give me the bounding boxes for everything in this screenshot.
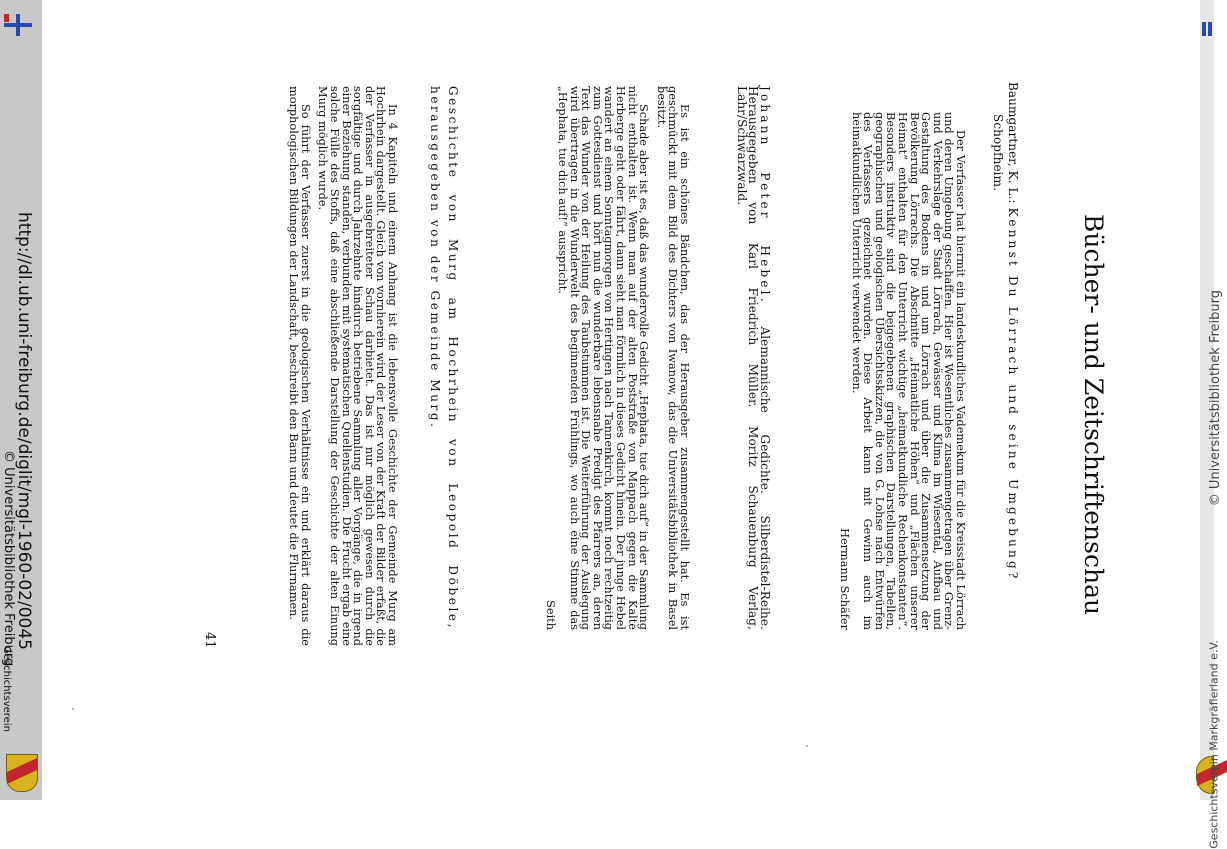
permalink-url[interactable]: http://dl.ub.uni-freiburg.de/diglit/mgl-1960-02/0045: [14, 212, 34, 650]
page-title: Bücher- und Zeitschriftenschau: [1079, 214, 1108, 616]
mirrored-society-name: Geschichtsverein Markgräflerland e.V.: [1208, 640, 1221, 849]
entry-3-heading: [426, 86, 462, 630]
entry-1-title: Kennst Du Lörrach und seine Umgebung?: [1006, 207, 1020, 582]
entry-2-paragraph-2: Schade aber ist es, daß das wundervolle Gedicht „Hephata, tue dich auf“ in der Sammlung nicht enthalten ist. Wenn man auf der alten Poststraße von Mappach gegen die Kalte Herberge geht oder fährt, dann sieht man förmlich in dieses Gedicht hinein. Der junge Hebel wandert an einem Sonntagmorgen von Hertingen nach Tannenkirch, kommt noch rechtzeitig zum Gottesdienst und hört nun die wunderbare lebensnahe Predigt des Pfarrers an, deren Text das Wunder von der Heilung des Taubstummen ist. Die Weiterführung der Auslegung wird übertragen in die Wunderwelt des beginnenden Frühlings, wo auch eine Stimme das „Hephata, tue dich auf!“ ausspricht.: [556, 86, 651, 630]
society-crest-icon: [6, 754, 38, 792]
entry-1-author: Baumgartner, K. L.:: [1006, 82, 1020, 204]
mirrored-copyright-notice: © Universitätsbibliothek Freiburg: [1208, 290, 1223, 507]
society-name: Geschichtsverein: [1, 646, 12, 732]
entry-1-signature: Hermann Schäfer: [838, 528, 852, 630]
copyright-notice: © Universitätsbibliothek Freiburg: [1, 450, 16, 667]
entry-1-publisher: Schopfheim.: [991, 114, 1005, 191]
scan-speck: [72, 708, 74, 710]
entry-3-paragraph-1: In 4 Kapiteln und einem Anhang ist die lebensvolle Geschichte der Gemeinde Murg am Hochrhein dargestellt. Gleich von vornherein wird der Leser von der Kraft der Bilder erfaßt, die der Verfasser in ausgebreiteter Schau darbietet. Das ist nur möglich gewesen durch die sorgfältige und durch Jahrzehnte hindurch betriebene Sammlung aller Vorgänge, die in irgend einer Beziehung standen, verbunden mit systematischen Quellenstudien. Die Frucht ergab eine solche Fülle des Stoffs, daß eine abschließende Darstellung der Geschichte der alten Einung Murg möglich wurde.: [316, 86, 399, 646]
entry-2-signature: Seith: [544, 600, 558, 630]
entry-2-title: Alemannische Gedichte. Silberdistel-Reihe. Herausgegeben von Karl Friedrich Müller. Moritz Schauenburg Verlag, Lahr/Schwarzwald.: [734, 86, 772, 630]
page-number: 41: [202, 632, 217, 649]
entry-3-title: Geschichte von Murg am Hochrhein von Leopold Döbele, herausgegeben von der Gemeinde Murg.: [428, 86, 460, 630]
entry-1-paragraph-1: Der Verfasser hat hiermit ein landeskundliches Vademekum für die Kreisstadt Lörrach und deren Umgebung geschaffen. Hier ist Wesentliches zusammengetragen über Grenz- und Verkehrslage der Stadt Lörrach, Gewässer und Klima im Wiesental, Aufbau und Gestaltung des Bodens in und um Lörrach und über die Zusammensetzung der Bevölkerung Lörrachs. Die Abschnitte „Heimatliche Höhen“ und „Flächen unserer Heimat“ enthalten für den Unterricht wichtige „heimatkundliche Rechenkonstanten“. Besonders instruktiv sind die beigegebenen graphischen Darstellungen, Tabellen, geographischen und geologischen Übersichtsskizzen, die von G. Lohse nach Entwürfen des Verfassers gezeichnet wurden. Diese Arbeit kann mit Gewinn auch im heimatkundlichen Unterricht verwendet werden.: [849, 112, 967, 630]
entry-3-body: [288, 86, 398, 646]
entry-2-paragraph-1: Es ist ein schönes Bändchen, das der Herausgeber zusammengestellt hat. Es ist geschmückt mit dem Bild des Dichters von Iwanow, das die Universitätsbibliothek in Basel besitzt.: [654, 86, 691, 630]
entry-2-author: Johann Peter Hebel.: [758, 86, 772, 305]
entry-3-paragraph-2: So führt der Verfasser zuerst in die geologischen Verhältnisse ein und erklärt daraus die morphologischen Bildungen der Landschaft, beschreibt den Bann und deutet die Flurnamen.: [287, 86, 312, 646]
entry-1-body: [838, 112, 966, 630]
library-logo-icon: [4, 14, 32, 36]
entry-1-heading: [1006, 82, 1020, 581]
scan-speck: [806, 745, 808, 747]
entry-2-heading: [735, 86, 770, 630]
library-logo-mirror-icon: [1202, 22, 1212, 36]
entry-2-body: [545, 86, 690, 630]
